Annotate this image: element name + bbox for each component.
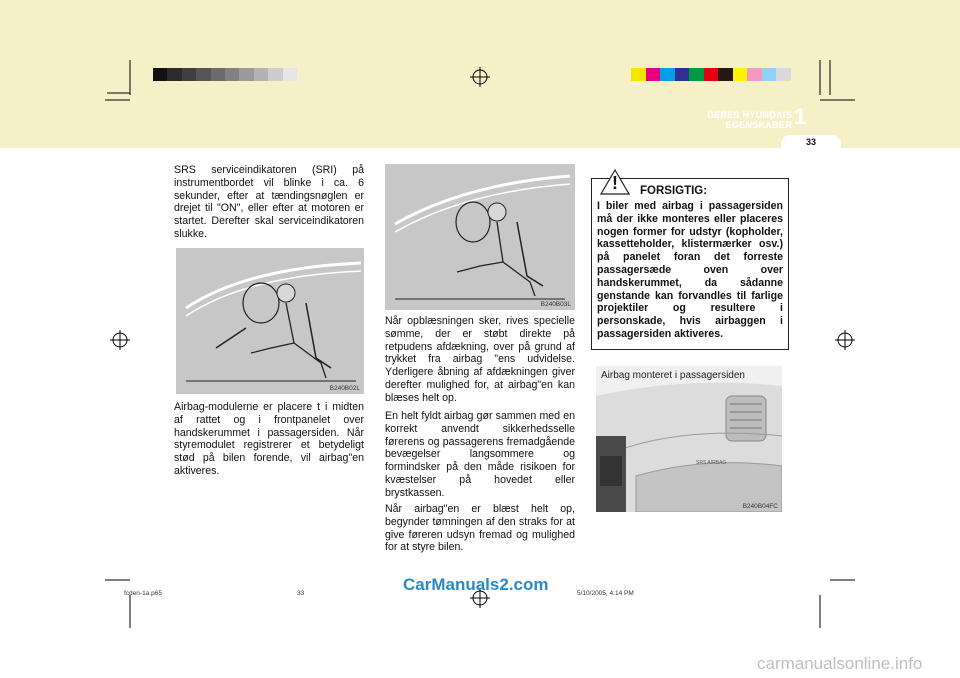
photo-label: Airbag monteret i passagersiden — [601, 370, 745, 381]
chapter-title: DERES HYUNDAIS EGENSKABER — [707, 110, 792, 130]
airbag-panel-text: SRS AIRBAG — [696, 460, 727, 466]
full-airbag-paragraph: En helt fyldt airbag gør sammen med en korrekt anvendt sikkerhedsselle førerens og passagerens fremadgående bevægelser langsommere og formindsker på den måde risikoen for kvæstelser på hovedet eller brystkassen. — [385, 410, 575, 499]
page-number: 33 — [805, 137, 816, 147]
footer-timestamp: 5/10/2005, 4:14 PM — [577, 590, 634, 597]
footer-page: 33 — [297, 590, 305, 597]
passenger-airbag-figure — [385, 164, 575, 310]
driver-airbag-illustration — [176, 248, 364, 394]
footer-file: fcden-1a.p65 — [124, 590, 162, 597]
warning-symbol: ! — [612, 173, 618, 193]
caution-box — [591, 173, 789, 350]
driver-airbag-figure — [176, 248, 364, 394]
figure-code: B240B02L — [329, 385, 360, 392]
watermark-carmanualsonline[interactable]: carmanualsonline.info — [757, 654, 923, 673]
deflation-paragraph: Når airbag"en er blæst helt op, begynder tømningen af den straks for at give føreren udsyn fremad og mulighed for at styre bilen. — [385, 503, 575, 554]
passenger-airbag-illustration — [385, 164, 575, 310]
figure-code: B240B04FC — [742, 503, 778, 510]
caution-text: I biler med airbag i passagersiden må der ikke monteres eller placeres nogen former for udstyr (kopholder, kassetteholder, klistermærker osv.) på panelet foran det forreste passagersæde oven over handskerummet, da sådanne genstande kan forvandles til farlige projektiler og resultere i personskade, hvis airbaggen i passagersiden aktiveres. — [597, 200, 783, 340]
inflation-paragraph: Når opblæsningen sker, rives specielle sømme, der er støbt direkte på retpudens afdækning, over på grund af trykket fra airbag "ens udvidelse. Yderligere åbning af afdækningen giver derefter mulighed for, at airbag"en kan blæses helt op. — [385, 315, 575, 404]
sri-paragraph: SRS serviceindikatoren (SRI) på instrumentbordet vil blinke i ca. 6 sekunder, efter at tændingsnøglen er drejet til "ON", eller efter at motoren er startet. Derefter skal serviceindikatoren slukke. — [174, 164, 364, 240]
caution-title: FORSIGTIG: — [640, 185, 708, 197]
chapter-number: 1 — [794, 104, 807, 129]
glovebox-photo — [596, 366, 782, 512]
watermark-carmanuals2[interactable]: CarManuals2.com — [403, 575, 549, 594]
dashboard-photo-illustration — [596, 366, 782, 512]
figure-code: B240B03L — [540, 301, 571, 308]
airbag-module-paragraph: Airbag-modulerne er placere t i midten af rattet og i frontpanelet over handskerummet i passagersiden. Når styremodulet registrerer et betydeligt stød på bilen forende, vil airbag"en aktiveres. — [174, 401, 364, 477]
